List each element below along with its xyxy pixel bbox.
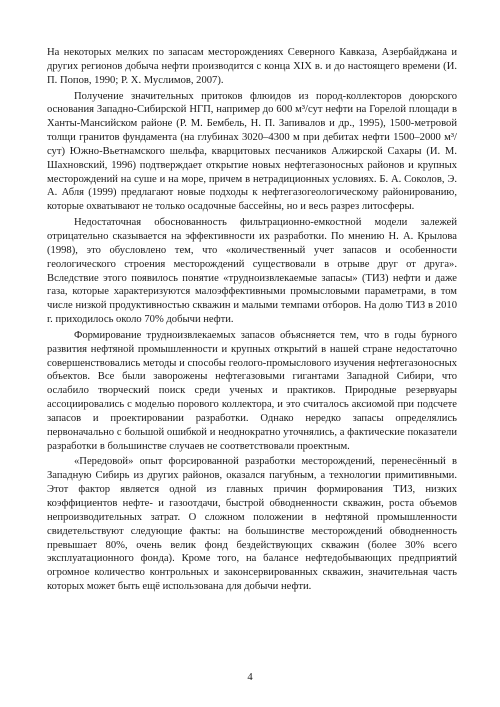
paragraph-1: На некоторых мелких по запасам месторождениях Северного Кавказа, Азербайджана и других регионов добыча нефти производится с конца XIX в. и до настоящего времени (И. П. Попов, 1990; Р. Х. Муслимов, 2007). bbox=[47, 47, 457, 86]
paragraph-3: Недостаточная обоснованность фильтрационно-емкостной модели залежей отрицательно сказывается на эффективности их разработки. По мнению Н. А. Крылова (1998), это обусловлено тем, что «количественный учет запасов и особенности геологического строения месторождений существовали в отрыве друг от друга». Вследствие этого появилось понятие «трудноизвлекаемые запасы» (ТИЗ) нефти и даже газа, которые характеризуются малоэффективными промысловыми параметрами, в том числе низкой продуктивностью скважин и малыми темпами отборов. На долю ТИЗ в 2010 г. приходилось около 70% добычи нефти. bbox=[47, 217, 457, 326]
body-text bbox=[47, 46, 457, 594]
paragraph-4: Формирование трудноизвлекаемых запасов объясняется тем, что в годы бурного развития нефтяной промышленности и крупных открытий в нашей стране недостаточно совершенствовались методы и способы геолого-промыслового изучения нефтегазоносных объектов. Все были заворожены нефтегазовыми гигантами Западной Сибири, что ослабило творческий поиск среди ученых и практиков. Природные резервуары ассоциировались с моделью порового коллектора, и это считалось аксиомой при подсчете запасов и проектировании разработки. Однако нередко запасы определялись первоначально с большой ошибкой и неоднократно уточнялись, а фактические показатели разработки в большинстве случаев не соответствовали проектным. bbox=[47, 329, 457, 452]
page-number: 4 bbox=[247, 672, 253, 683]
paragraph-2: Получение значительных притоков флюидов из пород-коллекторов доюрского основания Западно-Сибирской НГП, например до 600 м³/сут нефти на Горелой площади в Ханты-Мансийском районе (Р. М. Бембель, Н. П. Запивалов и др., 1995), 1500-метровой толщи гранитов фундамента (на глубинах 3020–4300 м при дебитах нефти 1500–2000 м³/сут) Южно-Вьетнамского шельфа, кварцитовых песчаников Алжирской Сахары (И. М. Шахновский, 1996) подтверждает открытие новых нефтегазоносных районов и крупных месторождений на суше и на море, причем в нетрадиционных условиях. Б. А. Соколов, Э. А. Абля (1999) предлагают новые подходы к нефтегазогеологическому районированию, которые охватывают не только осадочные бассейны, но и весь разрез литосферы. bbox=[47, 90, 457, 213]
paragraph-5: «Передовой» опыт форсированной разработки месторождений, перенесённый в Западную Сибирь из других районов, оказался пагубным, а технологии примитивными. Этот фактор является одной из главных причин формирования ТИЗ, низких коэффициентов нефте- и газоотдачи, быстрой обводненности скважин, роста объемов непроизводительных затрат. О сложном положении в нефтяной промышленности свидетельствуют следующие факты: на большинстве месторождений обводненность превышает 80%, очень велик фонд бездействующих скважин (более 30% всего эксплуатационного фонда). Кроме того, на балансе нефтедобывающих предприятий огромное количество контрольных и законсервированных скважин, значительная часть которых может быть ещё использована для добычи нефти. bbox=[47, 456, 457, 593]
